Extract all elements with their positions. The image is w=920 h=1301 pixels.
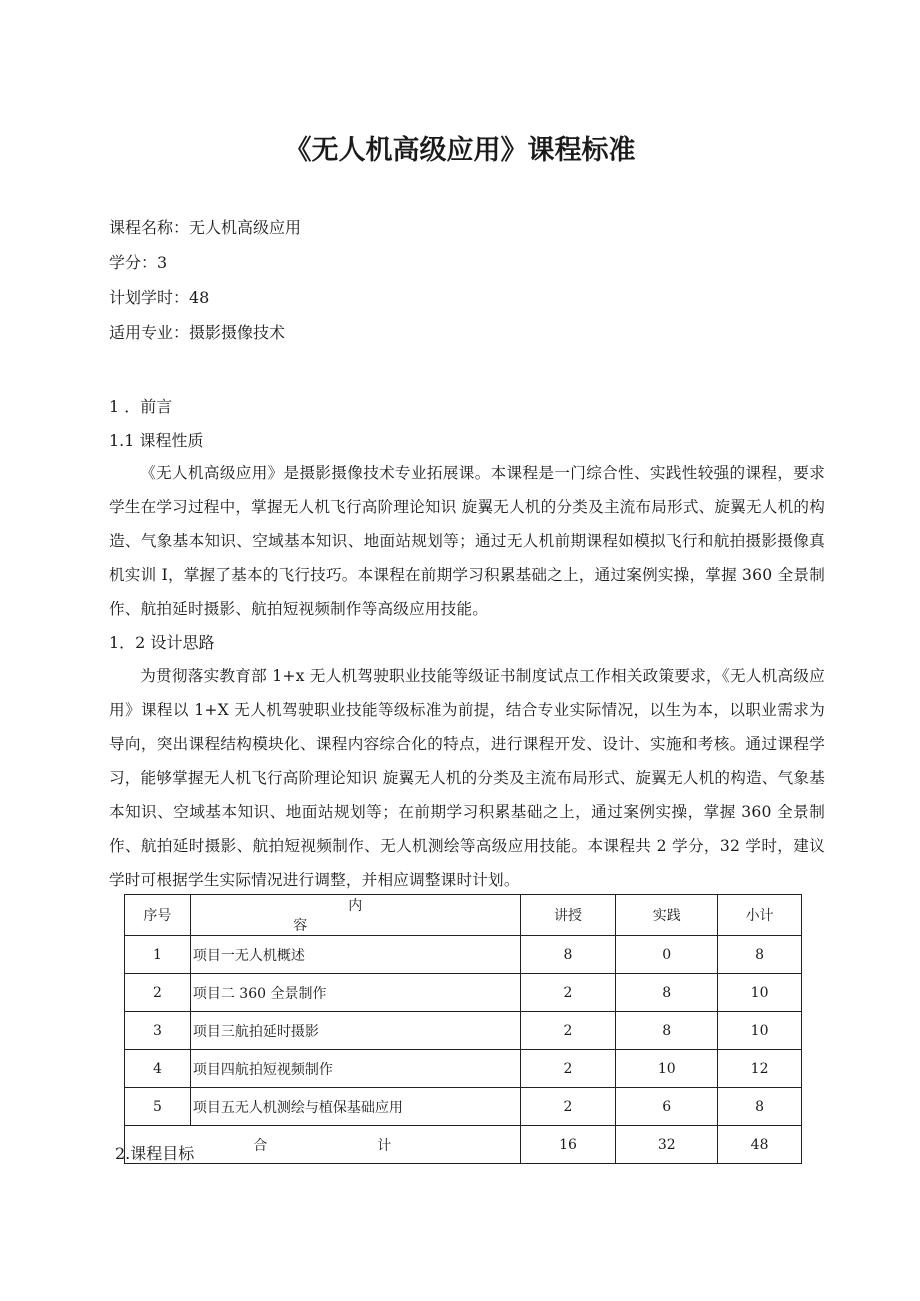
cell-practice: 8: [616, 974, 718, 1012]
meta-credits: 学分：3: [109, 253, 168, 272]
table-row: [125, 936, 802, 974]
meta-hours: 计划学时：48: [109, 288, 210, 307]
cell-index: 5: [125, 1088, 191, 1126]
cell-content: 项目二 360 全景制作: [190, 974, 520, 1012]
section-heading-design: 1．2 设计思路: [109, 633, 215, 652]
document-title: 《无人机高级应用》课程标准: [284, 135, 636, 166]
cell-index: 3: [125, 1012, 191, 1050]
cell-lecture: 2: [520, 1088, 616, 1126]
section-heading-preface: 1 ．前言: [109, 397, 173, 416]
cell-practice: 0: [616, 936, 718, 974]
cell-index: 4: [125, 1050, 191, 1088]
cell-content: 项目五无人机测绘与植保基础应用: [190, 1088, 520, 1126]
cell-practice: 10: [616, 1050, 718, 1088]
paragraph-course-nature: 《无人机高级应用》是摄影摄像技术专业拓展课。本课程是一门综合性、实践性较强的课程，要求学生在学习过程中，掌握无人机飞行高阶理论知识 旋翼无人机的分类及主流布局形式、旋翼无人机的构造、气象基本知识、空域基本知识、地面站规划等；通过无人机前期课程如模拟飞行和航拍摄影摄像真机实训 I，掌握了基本的飞行技巧。本课程在前期学习积累基础之上，通过案例实操，掌握 360 全景制作、航拍延时摄影、航拍短视频制作等高级应用技能。: [109, 464, 825, 618]
cell-subtotal: 8: [718, 936, 802, 974]
table-row: [125, 1088, 802, 1126]
cell-lecture: 8: [520, 936, 616, 974]
meta-major: 适用专业：摄影摄像技术: [109, 323, 286, 342]
cell-practice: 8: [616, 1012, 718, 1050]
cell-content: 项目三航拍延时摄影: [190, 1012, 520, 1050]
cell-total-practice: 32: [616, 1126, 718, 1164]
table-row: [125, 1050, 802, 1088]
cell-total-lecture: 16: [520, 1126, 616, 1164]
table-row: [125, 974, 802, 1012]
section-heading-nature: 1.1 课程性质: [109, 431, 204, 450]
table-header-row: [125, 895, 802, 936]
cell-lecture: 2: [520, 1050, 616, 1088]
cell-subtotal: 10: [718, 1012, 802, 1050]
cell-total-label: 合计: [125, 1126, 521, 1164]
cell-subtotal: 10: [718, 974, 802, 1012]
header-subtotal: 小计: [718, 895, 802, 936]
course-hours-table: [124, 894, 802, 1164]
meta-course-name: 课程名称：无人机高级应用: [109, 218, 302, 237]
header-content: 内容: [190, 895, 520, 936]
cell-index: 2: [125, 974, 191, 1012]
table-total-row: [125, 1126, 802, 1164]
cell-practice: 6: [616, 1088, 718, 1126]
cell-total-subtotal: 48: [718, 1126, 802, 1164]
cell-content: 项目一无人机概述: [190, 936, 520, 974]
cell-subtotal: 12: [718, 1050, 802, 1088]
paragraph-design-idea: 为贯彻落实教育部 1+x 无人机驾驶职业技能等级证书制度试点工作相关政策要求，《无人机高级应用》课程以 1+X 无人机驾驶职业技能等级标准为前提，结合专业实际情况，以生为本，以职业需求为导向，突出课程结构模块化、课程内容综合化的特点，进行课程开发、设计、实施和考核。通过课程学习，能够掌握无人机飞行高阶理论知识 旋翼无人机的分类及主流布局形式、旋翼无人机的构造、气象基本知识、空域基本知识、地面站规划等；在前期学习积累基础之上，通过案例实操，掌握 360 全景制作、航拍延时摄影、航拍短视频制作、无人机测绘等高级应用技能。本课程共 2 学分，32 学时，建议学时可根据学生实际情况进行调整，并相应调整课时计划。: [109, 667, 825, 889]
course-meta: [109, 216, 301, 356]
header-lecture: 讲授: [520, 895, 616, 936]
cell-lecture: 2: [520, 1012, 616, 1050]
table-row: [125, 1012, 802, 1050]
cell-index: 1: [125, 936, 191, 974]
cell-lecture: 2: [520, 974, 616, 1012]
header-index: 序号: [125, 895, 191, 936]
header-practice: 实践: [616, 895, 718, 936]
cell-content: 项目四航拍短视频制作: [190, 1050, 520, 1088]
section-heading-goals: 2.课程目标: [115, 1144, 195, 1163]
cell-subtotal: 8: [718, 1088, 802, 1126]
